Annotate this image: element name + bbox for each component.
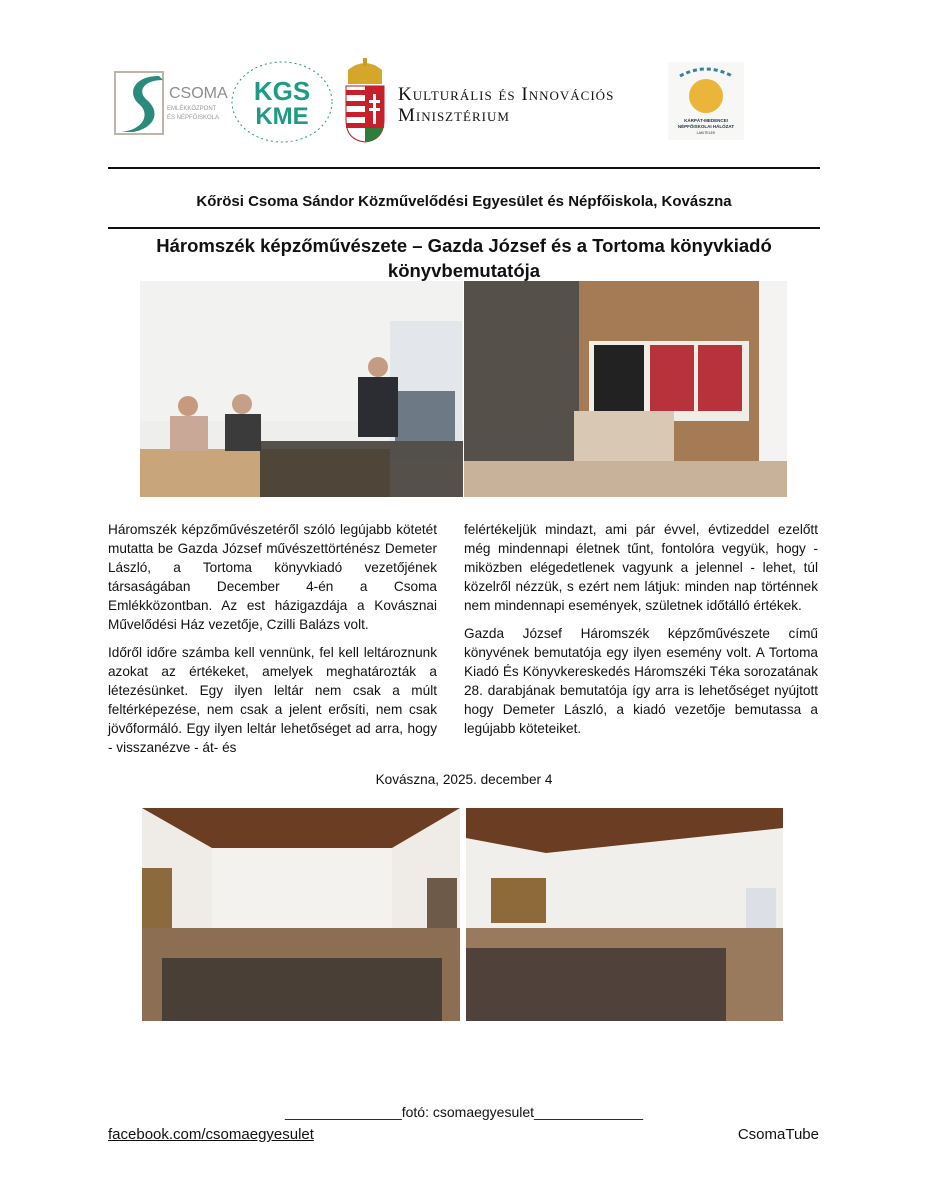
photo-speakers (140, 281, 463, 497)
divider (108, 227, 820, 229)
hungarian-coat-of-arms-icon (342, 56, 388, 144)
csomatube-label: CsomaTube (737, 1126, 819, 1143)
article-right-column: felértékeljük mindazt, ami pár évvel, évtizeddel ezelőtt még mindennapi életnek tűnt, fontolóra vegyük, hogy - miközben elégedetlenek vagyunk a jelennel - lehet, túl közelről nézzük, s ezért nem látjuk: minden nap történnek nem mindennapi események, születnek időtálló értékek. Gazda József Háromszék képzőművészete című könyvének bemutatója egy ilyen esemény volt. A Tortoma Kiadó És Könyvkereskedés Háromszéki Téka sorozatának 28. darabjának bemutatója így arra is lehetőséget nyújtott hogy Demeter László, a kiadó vezetője bemutassa a legújabb köteteiket. (464, 522, 818, 736)
photo-credit: _______________fotó: csomaegyesulet______________ (284, 1104, 644, 1120)
photo-audience-hall-1 (142, 808, 460, 1021)
facebook-link[interactable]: facebook.com/csomaegyesulet (108, 1126, 314, 1143)
svg-text:KÁRPÁT-MEDENCEI: KÁRPÁT-MEDENCEI (684, 118, 728, 123)
svg-text:EMLÉKKÖZPONT: EMLÉKKÖZPONT (167, 106, 217, 112)
ministry-name: Kulturális és Innovációs Minisztérium (398, 84, 615, 126)
article-title: Háromszék képzőművészete – Gazda József és a Tortoma könyvkiadó könyvbemutatója (156, 235, 772, 281)
article-left-column: Háromszék képzőművészetéről szóló legújabb kötetét mutatta be Gazda József művészettörténész Demeter László, a Tortoma könyvkiadó vezetőjének társaságában December 4-én a Csoma Emlékközontban. Az est házigazdája a Kovásznai Művelődési Ház vezetője, Czilli Balázs volt. Időről időre számba kell vennünk, fel kell leltároznunk azokat az értékeket, amelyek meghatározták a létezésünket. Egy ilyen leltár nem csak a múlt feltérképezése, nem csak a jelent erősíti, nem csak jövőformáló. Egy ilyen leltár lehetőséget ad arra, hogy - visszanézve - át- és (108, 522, 437, 755)
svg-text:CSOMA: CSOMA (169, 85, 228, 102)
svg-text:KGS: KGS (253, 76, 311, 106)
kgs-kme-logo (228, 58, 336, 146)
svg-text:LAKITELEK: LAKITELEK (696, 131, 716, 135)
svg-text:KME: KME (255, 103, 309, 130)
karpat-medencei-logo (668, 62, 744, 140)
photo-books-display (464, 281, 787, 497)
svg-text:NÉPFŐISKOLAI HÁLÓZAT: NÉPFŐISKOLAI HÁLÓZAT (677, 124, 735, 129)
svg-text:ÉS NÉPFŐISKOLA: ÉS NÉPFŐISKOLA (167, 115, 220, 121)
photo-audience-hall-2 (466, 808, 783, 1021)
csoma-emlekkozpont-logo (113, 70, 228, 136)
organization-name: Kőrösi Csoma Sándor Közművelődési Egyesület és Népfőiskola, Kovászna (196, 193, 732, 210)
article-date: Kovászna, 2025. december 4 (375, 772, 553, 787)
divider (108, 167, 820, 169)
